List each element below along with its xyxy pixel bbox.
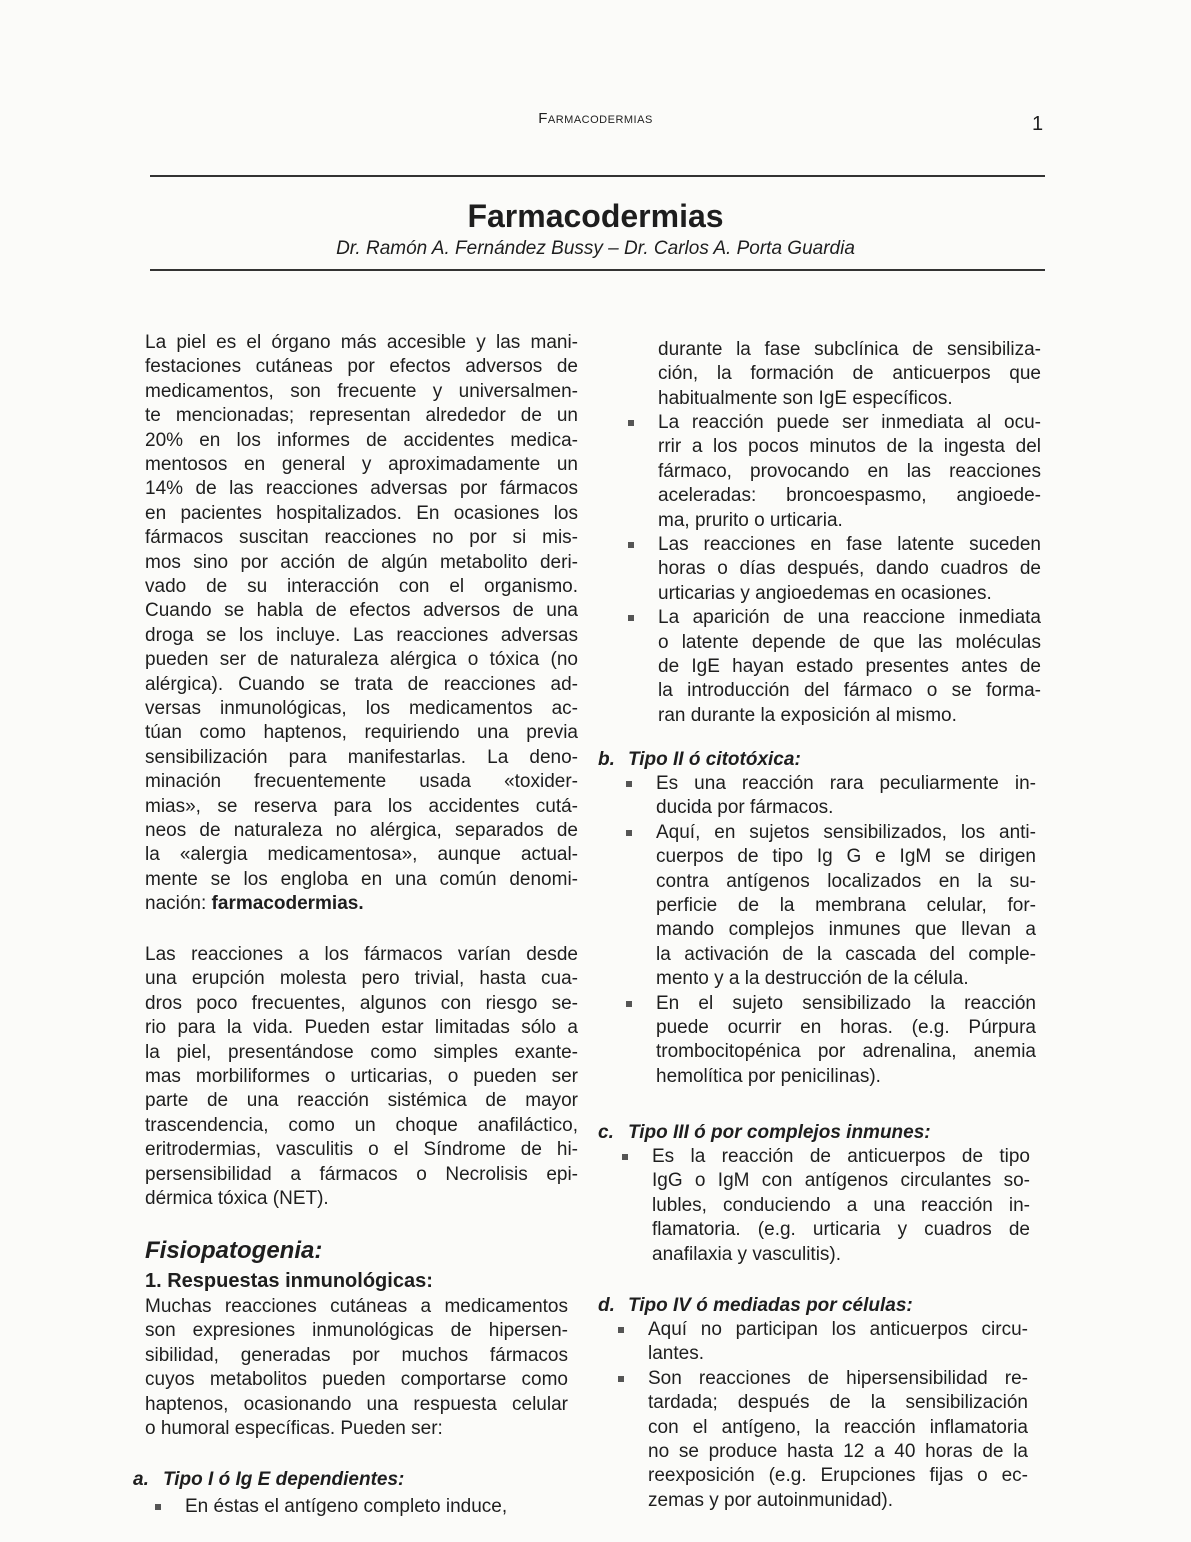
paragraph-line: dros poco frecuentes, algunos con riesgo se- [145, 992, 578, 1014]
bullet-item-line: aceleradas: broncoespasmo, angioede- [658, 485, 1041, 507]
bullet-item-line: cuerpos de tipo Ig G e IgM se dirigen [656, 846, 1036, 868]
paragraph-line: persensibilidad a fármacos o Necrolisis epi- [145, 1163, 578, 1185]
paragraph-line: alérgica). Cuando se trata de reacciones ad- [145, 673, 578, 695]
paragraph-line: versas inmunológicas, los medicamentos ac- [145, 698, 578, 719]
paragraph-line: te mencionadas; representan alrededor de un [145, 405, 578, 427]
type-c-label: Tipo III ó por complejos inmunes: [628, 1122, 931, 1143]
paragraph-line: ción, la formación de anticuerpos que [658, 363, 1041, 385]
type-b-letter: b. [598, 749, 615, 770]
bullet-item-line: urticarias y angioedemas en ocasiones. [658, 582, 992, 604]
paragraph-line: medicamentos, son frecuente y universalmen- [145, 380, 578, 402]
running-header: Farmacodermias [538, 110, 653, 127]
paragraph-line: mias», se reserva para los accidentes cutá- [145, 795, 578, 817]
bullet-icon [626, 1001, 632, 1007]
paragraph-line [145, 892, 578, 916]
bullet-item-line: lubles, conduciendo a una reacción in- [652, 1194, 1030, 1216]
authors: Dr. Ramón A. Fernández Bussy – Dr. Carlos A. Porta Guardia [336, 238, 855, 259]
paragraph-line: túan como haptenos, requiriendo una previa [145, 722, 578, 744]
paragraph-line: fármacos suscitan reacciones no por si mis- [145, 527, 578, 549]
paragraph-line: La piel es el órgano más accesible y las mani- [145, 332, 578, 353]
top-divider [150, 175, 1045, 177]
bullet-icon [628, 420, 634, 426]
bullet-item-line: contra antígenos localizados en la su- [656, 870, 1036, 892]
paragraph-line: droga se los incluye. Las reacciones adversas [145, 624, 578, 646]
bullet-item-line: con el antígeno, la reacción inflamatoria [648, 1416, 1028, 1438]
paragraph-line: pueden ser de naturaleza alérgica o tóxica (no [145, 649, 578, 671]
bullet-icon [155, 1504, 161, 1510]
bullet-item-line: puede ocurrir en horas. (e.g. Púrpura [656, 1017, 1036, 1038]
bullet-item-line: rrir a los pocos minutos de la ingesta del [658, 436, 1041, 458]
paragraph-line: mentosos en general y aproximadamente un [145, 454, 578, 475]
bullet-item-line: de IgE hayan estado presentes antes de [658, 656, 1041, 677]
paragraph-line: 14% de las reacciones adversas por fármacos [145, 478, 578, 500]
bullet-item-line: IgG o IgM con antígenos circulantes so- [652, 1170, 1030, 1192]
paragraph-line: durante la fase subclínica de sensibiliza- [658, 339, 1041, 360]
bullet-item-line: fármaco, provocando en las reacciones [658, 460, 1041, 482]
bullet-item-line: o latente depende de que las moléculas [658, 631, 1041, 653]
bullet-item-line: la activación de la cascada del comple- [656, 943, 1036, 965]
bullet-item-line: Las reacciones en fase latente suceden [658, 534, 1041, 555]
type-d-label: Tipo IV ó mediadas por células: [628, 1295, 913, 1316]
paragraph-line: son expresiones inmunológicas de hipersen- [145, 1320, 568, 1342]
paragraph-line: Muchas reacciones cutáneas a medicamentos [145, 1296, 568, 1317]
bullet-item-line: hemolítica por penicilinas). [656, 1065, 881, 1087]
bullet-item-line: La reacción puede ser inmediata al ocu- [658, 412, 1041, 433]
emphasized-term: farmacodermias. [211, 893, 364, 915]
type-c-letter: c. [598, 1122, 614, 1143]
paragraph-line: mente se los engloba en una común denomi- [145, 868, 578, 890]
paragraph-line: neos de naturaleza no alérgica, separados de [145, 820, 578, 841]
bullet-icon [628, 542, 634, 548]
paragraph-line: en pacientes hospitalizados. En ocasiones los [145, 502, 578, 524]
paragraph-line: cuyos metabolitos pueden comportarse como [145, 1369, 568, 1391]
bullet-item-line: Aquí, en sujetos sensibilizados, los anti- [656, 821, 1036, 843]
paragraph-line: o humoral específicas. Pueden ser: [145, 1418, 443, 1439]
paragraph-line: mas morbiliformes o urticarias, o pueden ser [145, 1066, 578, 1087]
bullet-icon [622, 1154, 628, 1160]
bullet-item-line: tardada; después de la sensibilización [648, 1392, 1028, 1414]
bullet-item-line: anafilaxia y vasculitis). [652, 1243, 842, 1265]
bullet-item-line: trombocitopénica por adrenalina, anemia [656, 1041, 1036, 1063]
bullet-item-line: horas o días después, dando cuadros de [658, 558, 1041, 580]
title-divider [150, 269, 1045, 271]
bullet-item-line: ma, prurito o urticaria. [658, 509, 843, 531]
bullet-item-line: Es una reacción rara peculiarmente in- [656, 773, 1036, 794]
paragraph-line: habitualmente son IgE específicos. [658, 387, 953, 409]
bullet-item-line: Es la reacción de anticuerpos de tipo [652, 1146, 1030, 1167]
subsection-heading [145, 1269, 578, 1293]
bullet-item-line: perficie de la membrana celular, for- [656, 895, 1036, 916]
paragraph-line: la «alergia medicamentosa», aunque actual- [145, 844, 578, 866]
type-a-label: Tipo I ó Ig E dependientes: [163, 1469, 405, 1490]
paragraph-line: Las reacciones a los fármacos varían desde [145, 944, 578, 965]
type-b-label: Tipo II ó citotóxica: [628, 749, 801, 770]
bullet-item-line: En éstas el antígeno completo induce, [185, 1496, 508, 1517]
paragraph-line: 20% en los informes de accidentes medica- [145, 429, 578, 451]
paragraph-line: sibilidad, generadas por muchos fármacos [145, 1344, 568, 1366]
bullet-icon [626, 781, 632, 787]
bullet-item-line: Aquí no participan los anticuerpos circu- [648, 1319, 1028, 1340]
paragraph-line: una erupción molesta pero trivial, hasta cua- [145, 968, 578, 990]
type-c-heading [598, 1121, 931, 1145]
bullet-icon [628, 615, 634, 621]
bullet-item-line: reexposición (e.g. Erupciones fijas o ec- [648, 1465, 1028, 1487]
bullet-icon [626, 830, 632, 836]
paragraph-line: mos sino por acción de algún metabolito deri- [145, 551, 578, 573]
bullet-item-line: lantes. [648, 1343, 704, 1365]
bullet-item-line: ran durante la exposición al mismo. [658, 704, 957, 726]
paragraph-line: Cuando se habla de efectos adversos de una [145, 600, 578, 622]
subsection-heading-text: 1. Respuestas inmunológicas: [145, 1270, 433, 1292]
bullet-item-line: La aparición de una reaccione inmediata [658, 607, 1041, 629]
paragraph-line: eritrodermias, vasculitis o el Síndrome de hi- [145, 1139, 578, 1161]
bullet-item-line: la introducción del fármaco o se forma- [658, 680, 1041, 702]
paragraph-line: trascendencia, como un choque anafiláctico, [145, 1114, 578, 1136]
paragraph-line: rio para la vida. Pueden estar limitadas sólo a [145, 1017, 578, 1039]
bullet-item-line: En el sujeto sensibilizado la reacción [656, 992, 1036, 1014]
paragraph-line: sensibilización para manifestarlas. La deno- [145, 746, 578, 768]
type-a-letter: a. [133, 1469, 149, 1490]
bullet-item-line: zemas y por autoinmunidad). [648, 1489, 894, 1511]
bullet-icon [618, 1376, 624, 1382]
type-d-letter: d. [598, 1295, 615, 1316]
paragraph-line: vado de su interacción con el organismo. [145, 576, 578, 597]
page-number: 1 [1032, 113, 1044, 135]
paragraph-line: dérmica tóxica (NET). [145, 1188, 329, 1209]
bullet-item-line: ducida por fármacos. [656, 797, 834, 819]
document-title: Farmacodermias [467, 198, 724, 234]
bullet-item-line: Son reacciones de hipersensibilidad re- [648, 1367, 1028, 1389]
section-heading-text: Fisiopatogenia: [145, 1237, 323, 1264]
bullet-item-line: no se produce hasta 12 a 40 horas de la [648, 1441, 1028, 1462]
paragraph-line: haptenos, ocasionando una respuesta celular [145, 1393, 568, 1415]
type-b-heading [598, 748, 801, 772]
section-heading [145, 1236, 578, 1266]
bullet-item-line: mando complejos inmunes que llevan a [656, 919, 1036, 941]
bullet-item-line: flamatoria. (e.g. urticaria y cuadros de [652, 1219, 1030, 1241]
paragraph-text: nación: [145, 893, 212, 915]
paragraph-line: festaciones cutáneas por efectos adversos de [145, 356, 578, 378]
type-d-heading [598, 1294, 913, 1318]
bullet-icon [618, 1327, 624, 1333]
bullet-item-line: mento y a la destrucción de la célula. [656, 968, 969, 990]
paragraph-line: parte de una reacción sistémica de mayor [145, 1090, 578, 1112]
type-a-heading [133, 1468, 404, 1492]
paragraph-line: minación frecuentemente usada «toxider- [145, 771, 578, 793]
paragraph-line: la piel, presentándose como simples exante- [145, 1041, 578, 1063]
